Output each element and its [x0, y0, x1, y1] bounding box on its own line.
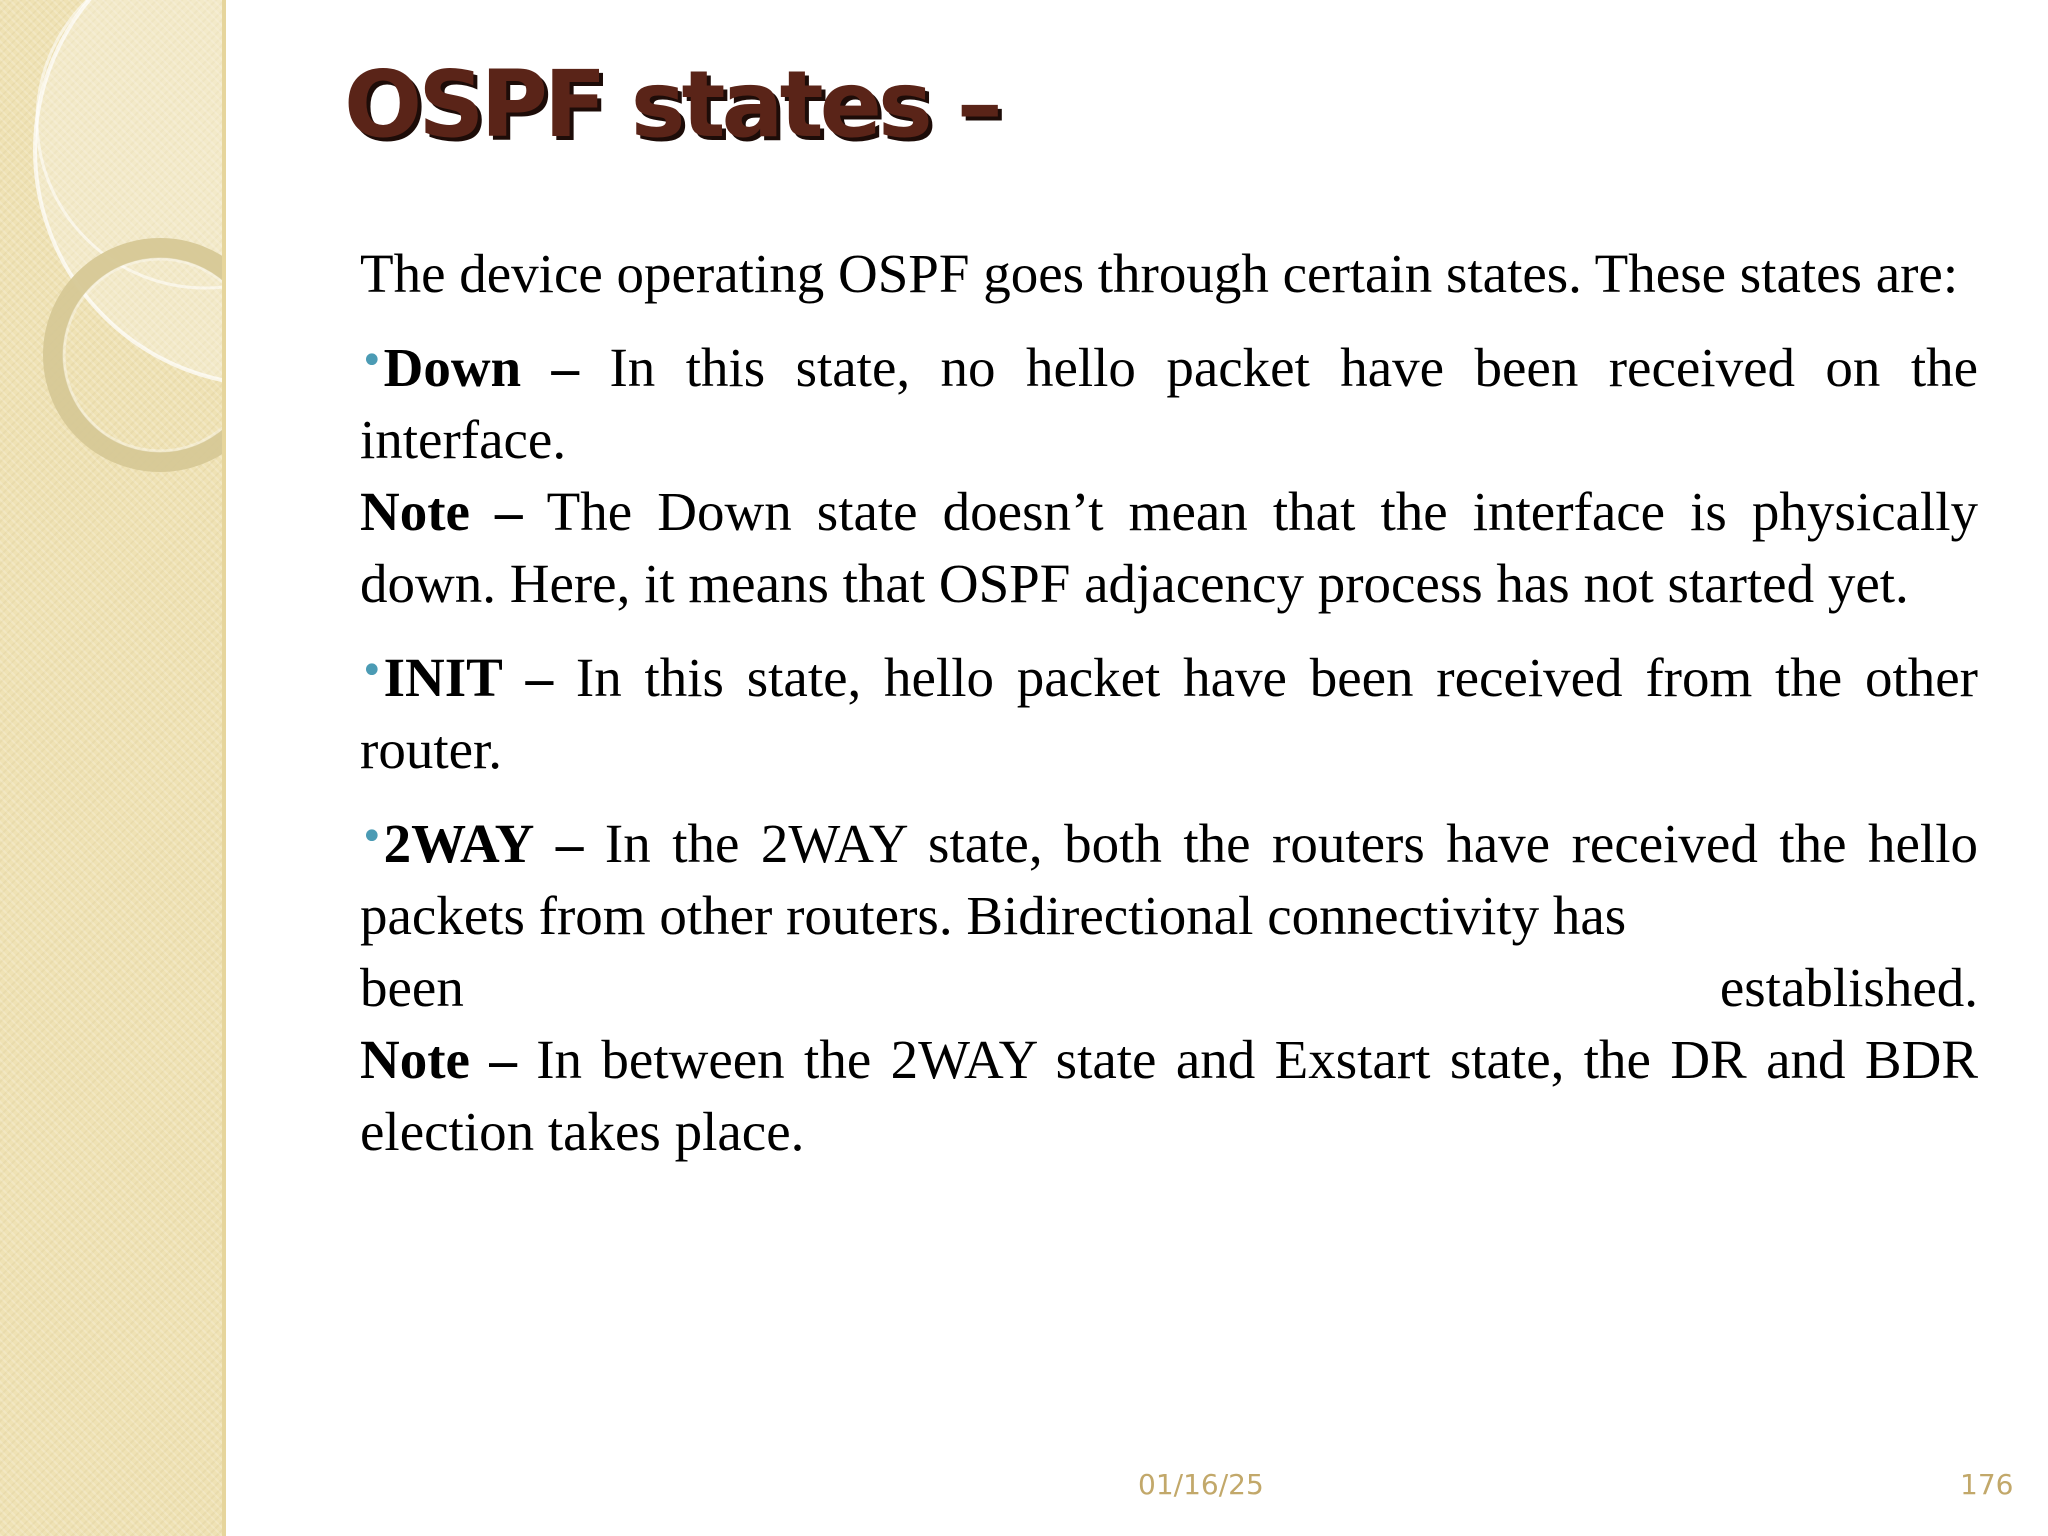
term-init: INIT: [383, 647, 503, 708]
slide-body: [360, 238, 1978, 1168]
page-number: 176: [1960, 1468, 2014, 1501]
term-down: Down: [383, 337, 522, 398]
dash: –: [525, 647, 554, 708]
dash: –: [495, 481, 523, 542]
dash: –: [555, 813, 584, 874]
dash: –: [489, 1029, 517, 1090]
down-description: In this state, no hello packet have been received on the interface.: [360, 337, 1979, 470]
intro-paragraph: The device operating OSPF goes through certain states. These states are:: [360, 243, 1959, 304]
bullet-icon: •: [360, 648, 384, 694]
term-2way: 2WAY: [383, 813, 535, 874]
note-2way: [360, 1024, 1978, 1168]
note-down: [360, 476, 1978, 620]
bullet-init: [360, 635, 1978, 786]
side-panel-border: [222, 0, 226, 1536]
bullet-down: [360, 325, 1978, 476]
bullet-icon: •: [360, 814, 384, 860]
note-2way-text: In between the 2WAY state and Exstart state, the DR and BDR election takes place.: [360, 1029, 1979, 1162]
note-down-text: The Down state doesn’t mean that the interface is physically down. Here, it means that OSPF adjacency process has not started yet.: [360, 481, 1979, 614]
bullet-icon: •: [360, 338, 384, 384]
init-description: In this state, hello packet have been received from the other router.: [360, 647, 1978, 780]
twoway-last-right: established.: [1719, 957, 1978, 1018]
dash: –: [551, 337, 580, 398]
note-label: Note: [360, 1029, 470, 1090]
note-label: Note: [360, 481, 470, 542]
decorative-circles: [0, 0, 226, 1536]
slide-title: OSPF states –: [344, 51, 999, 158]
bullet-2way: [360, 801, 1978, 952]
twoway-description: In the 2WAY state, both the routers have received the hello packets from other routers. Bidirectional connectivity has: [360, 813, 1978, 946]
twoway-last-left: been: [360, 957, 464, 1018]
decorative-side-panel: [0, 0, 226, 1536]
twoway-last-line: [360, 952, 1978, 1024]
footer-date: 01/16/25: [1138, 1468, 1264, 1501]
